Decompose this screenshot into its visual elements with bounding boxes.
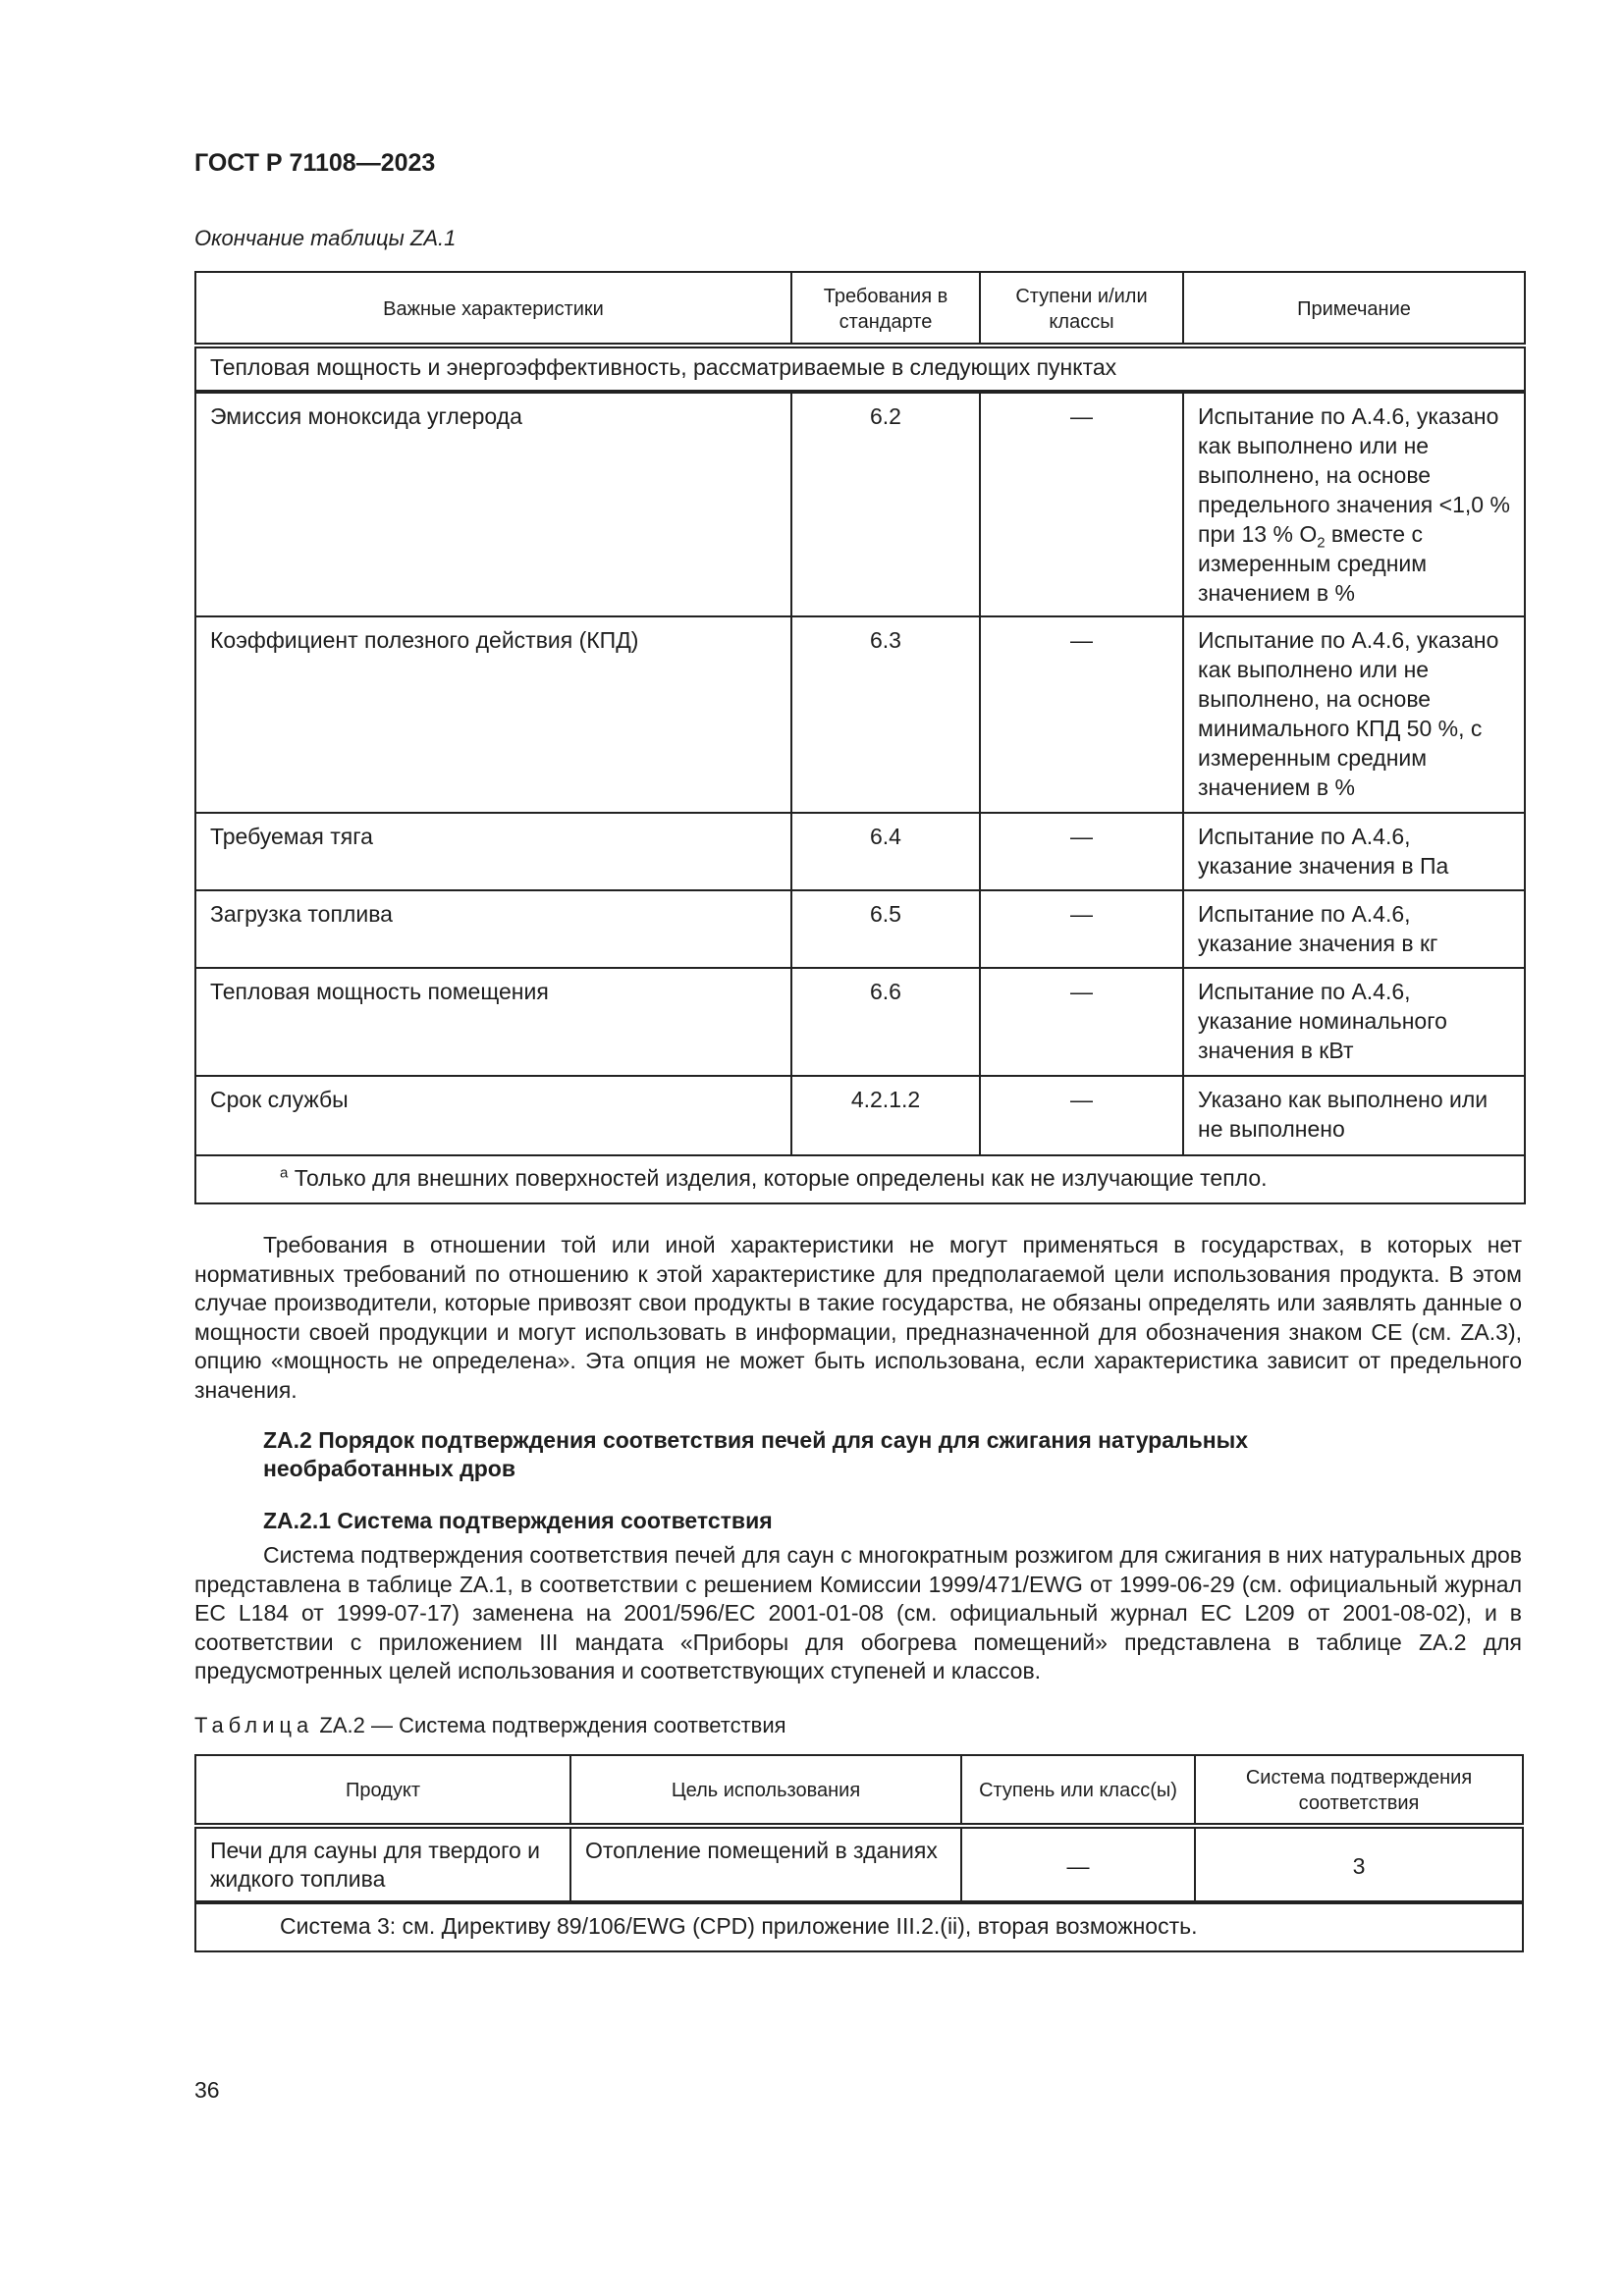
intended-use: Отопление помещений в зданиях <box>570 1826 961 1902</box>
requirement: 6.2 <box>791 392 980 616</box>
class: — <box>980 1076 1183 1155</box>
section-label: Тепловая мощность и энергоэффективность, рассматриваемые в следующих пунктах <box>195 346 1525 392</box>
requirement: 4.2.1.2 <box>791 1076 980 1155</box>
subsection-heading: ZA.2.1 Система подтверждения соответствия <box>263 1508 773 1533</box>
characteristic: Срок службы <box>195 1076 791 1155</box>
table-row <box>195 890 1525 968</box>
characteristic: Коэффициент полезного действия (КПД) <box>195 616 791 813</box>
paragraph: Требования в отношении той или иной характеристики не могут применяться в государствах, в которых нет нормативных требований по отношению к этой характеристике для предполагаемой цели использования продукта. В этом случае производители, которые привозят свои продукты в такие государства, не обязаны определять или заявлять данные о мощности своей продукции и могут использовать в информации, предназначенной для обозначения знаком CE (см. ZA.3), опцию «мощность не определена». Эта опция не может быть использована, если характеристика зависит от предельного значения. <box>194 1232 1522 1403</box>
table2-caption <box>194 1713 786 1738</box>
column-header: Важные характеристики <box>195 272 791 346</box>
section-row <box>195 346 1525 392</box>
column-header: Цель использования <box>570 1755 961 1826</box>
caption-label: Таблица <box>194 1713 314 1737</box>
table-row <box>195 1826 1523 1902</box>
table-footnote: Система 3: см. Директиву 89/106/EWG (CPD) приложение III.2.(ii), вторая возможность. <box>195 1902 1523 1951</box>
table-header-row <box>195 1755 1523 1826</box>
class: — <box>980 392 1183 616</box>
class: — <box>980 968 1183 1076</box>
characteristic: Загрузка топлива <box>195 890 791 968</box>
characteristic: Эмиссия моноксида углерода <box>195 392 791 616</box>
table-row <box>195 392 1525 616</box>
note-text: Испытание по А.4.6, указано как выполнено или не выполнено, на основе предельного значения <1,0 % при 13 % <box>1198 403 1510 547</box>
column-header: Ступени и/или классы <box>980 272 1183 346</box>
footnote-text: Только для внешних поверхностей изделия, которые определены как не излучающие тепло. <box>288 1164 1268 1191</box>
attestation-system: 3 <box>1195 1826 1523 1902</box>
footnote-mark: a <box>280 1163 289 1181</box>
section-heading: ZA.2 Порядок подтверждения соответствия печей для саун для сжигания натуральных необработанных дров <box>263 1427 1249 1481</box>
class: — <box>980 616 1183 813</box>
requirement: 6.3 <box>791 616 980 813</box>
class: — <box>980 813 1183 890</box>
paragraph: Система подтверждения соответствия печей для саун с многократным розжигом для сжигания в них натуральных дров представлена в таблице ZA.1, в соответствии с решением Комиссии 1999/471/EWG от 1999-06-29 (см. официальный журнал EC L184 от 1999-07-17) заменена на 2001/596/EC 2001-01-08 (см. официальный журнал EC L209 от 2001-08-02), и в соответствии с приложением III мандата «Приборы для обогрева помещений» представлена в таблице ZA.2 для предусмотренных целей использования и соответствующих ступеней и классов. <box>194 1542 1522 1684</box>
page-number: 36 <box>194 2077 220 2103</box>
class: — <box>961 1826 1195 1902</box>
product: Печи для сауны для твердого и жидкого топлива <box>195 1826 570 1902</box>
requirement: 6.6 <box>791 968 980 1076</box>
note: Испытание по А.4.6, указано как выполнено или не выполнено, на основе минимального КПД 50 %, с измеренным средним значением в % <box>1183 616 1525 813</box>
table-header-row <box>195 272 1525 346</box>
column-header: Система подтверждения соответствия <box>1195 1755 1523 1826</box>
note: Испытание по А.4.6, указание номинального значения в кВт <box>1183 968 1525 1076</box>
characteristic: Требуемая тяга <box>195 813 791 890</box>
class: — <box>980 890 1183 968</box>
column-header: Примечание <box>1183 272 1525 346</box>
table1-caption: Окончание таблицы ZA.1 <box>194 226 457 250</box>
requirement: 6.5 <box>791 890 980 968</box>
note <box>1183 392 1525 616</box>
table-za2 <box>194 1754 1524 1952</box>
note-text: вместе с измеренным средним значением в % <box>1198 521 1428 606</box>
document-header: ГОСТ Р 71108—2023 <box>194 149 436 177</box>
note: Указано как выполнено или не выполнено <box>1183 1076 1525 1155</box>
column-header: Требования в стандарте <box>791 272 980 346</box>
note-oxygen: O <box>1299 521 1318 547</box>
footnote-row <box>195 1155 1525 1203</box>
note: Испытание по А.4.6, указание значения в Па <box>1183 813 1525 890</box>
characteristic: Тепловая мощность помещения <box>195 968 791 1076</box>
table-row <box>195 1076 1525 1155</box>
table-za1 <box>194 271 1526 1204</box>
table-footnote <box>195 1155 1525 1203</box>
note: Испытание по А.4.6, указание значения в кг <box>1183 890 1525 968</box>
requirement: 6.4 <box>791 813 980 890</box>
footnote-row <box>195 1902 1523 1951</box>
table-row <box>195 813 1525 890</box>
caption-text: ZA.2 — Система подтверждения соответствия <box>313 1713 786 1737</box>
table-row <box>195 616 1525 813</box>
column-header: Продукт <box>195 1755 570 1826</box>
table-row <box>195 968 1525 1076</box>
note-subscript: 2 <box>1317 534 1326 552</box>
column-header: Ступень или класс(ы) <box>961 1755 1195 1826</box>
